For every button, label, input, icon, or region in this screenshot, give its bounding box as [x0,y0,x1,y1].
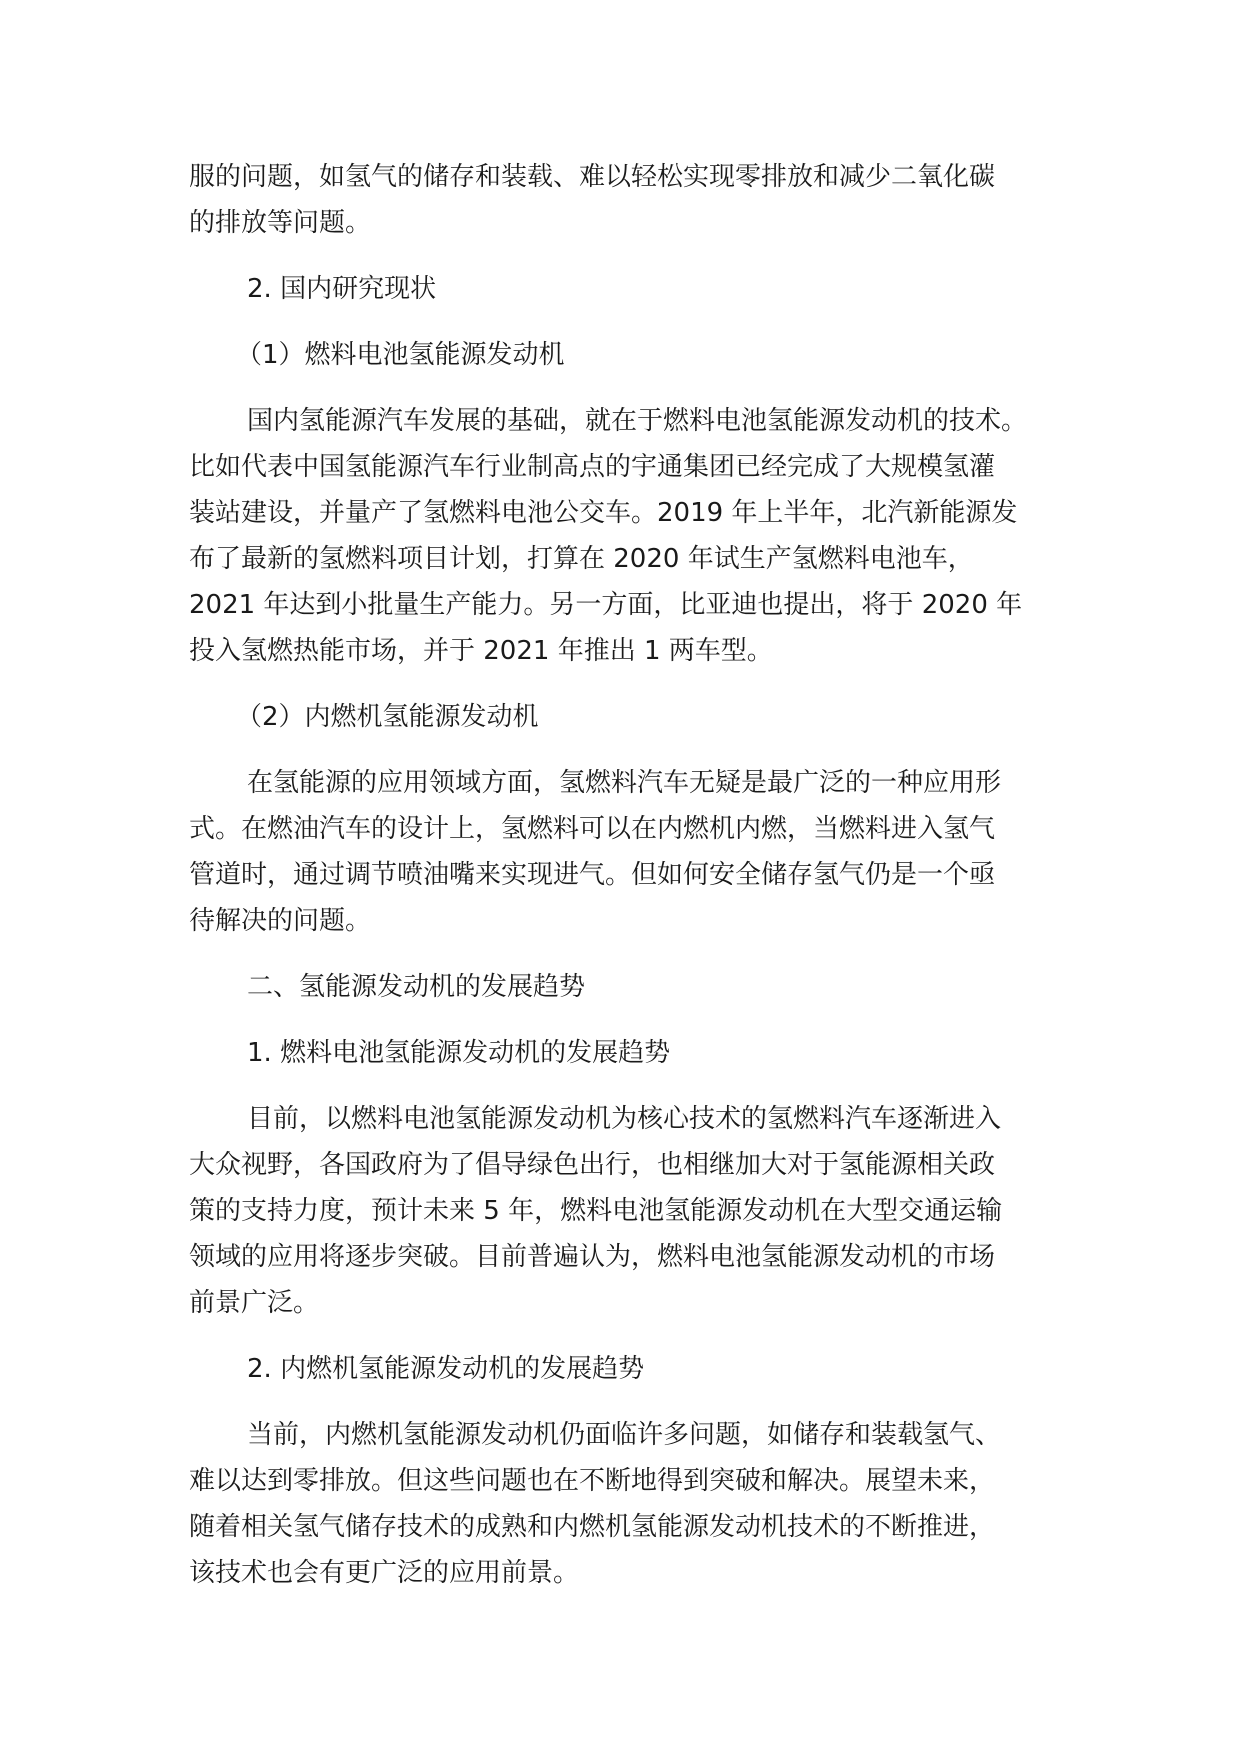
text-line: 服的问题，如氢气的储存和装载、难以轻松实现零排放和减少二氧化碳 [189,162,996,192]
section-heading: 1. 燃料电池氢能源发动机的发展趋势 [247,1038,671,1068]
subsection-heading: （2）内燃机氢能源发动机 [236,702,539,732]
text-line: 国内氢能源汽车发展的基础，就在于燃料电池氢能源发动机的技术。 [247,406,1028,436]
text-line: 待解决的问题。 [189,906,372,936]
text-line: 领域的应用将逐步突破。目前普遍认为，燃料电池氢能源发动机的市场 [189,1242,996,1272]
text-line: 的排放等问题。 [189,208,372,238]
text-line: 管道时，通过调节喷油嘴来实现进气。但如何安全储存氢气仍是一个亟 [189,860,996,890]
text-line: 2021 年达到小批量生产能力。另一方面，比亚迪也提出，将于 2020 年 [189,590,1023,620]
text-line: 装站建设，并量产了氢燃料电池公交车。2019 年上半年，北汽新能源发 [189,498,1018,528]
text-line: 难以达到零排放。但这些问题也在不断地得到突破和解决。展望未来， [189,1466,996,1496]
text-line: 当前，内燃机氢能源发动机仍面临许多问题，如储存和装载氢气、 [247,1420,1002,1450]
text-line: 布了最新的氢燃料项目计划，打算在 2020 年试生产氢燃料电池车， [189,544,974,574]
text-line: 目前，以燃料电池氢能源发动机为核心技术的氢燃料汽车逐渐进入 [247,1104,1002,1134]
section-heading: 2. 内燃机氢能源发动机的发展趋势 [247,1354,645,1384]
text-line: 前景广泛。 [189,1288,320,1318]
text-line: 随着相关氢气储存技术的成熟和内燃机氢能源发动机技术的不断推进， [189,1512,996,1542]
text-line: 该技术也会有更广泛的应用前景。 [189,1558,580,1588]
text-line: 投入氢燃热能市场，并于 2021 年推出 1 两车型。 [189,636,773,666]
text-line: 策的支持力度，预计未来 5 年，燃料电池氢能源发动机在大型交通运输 [189,1196,1003,1226]
subsection-heading: （1）燃料电池氢能源发动机 [236,340,565,370]
chapter-heading: 二、氢能源发动机的发展趋势 [247,972,586,1002]
text-line: 大众视野，各国政府为了倡导绿色出行，也相继加大对于氢能源相关政 [189,1150,996,1180]
text-line: 式。在燃油汽车的设计上，氢燃料可以在内燃机内燃，当燃料进入氢气 [189,814,996,844]
section-heading: 2. 国内研究现状 [247,274,437,304]
text-line: 在氢能源的应用领域方面，氢燃料汽车无疑是最广泛的一种应用形 [247,768,1002,798]
text-line: 比如代表中国氢能源汽车行业制高点的宇通集团已经完成了大规模氢灌 [189,452,996,482]
